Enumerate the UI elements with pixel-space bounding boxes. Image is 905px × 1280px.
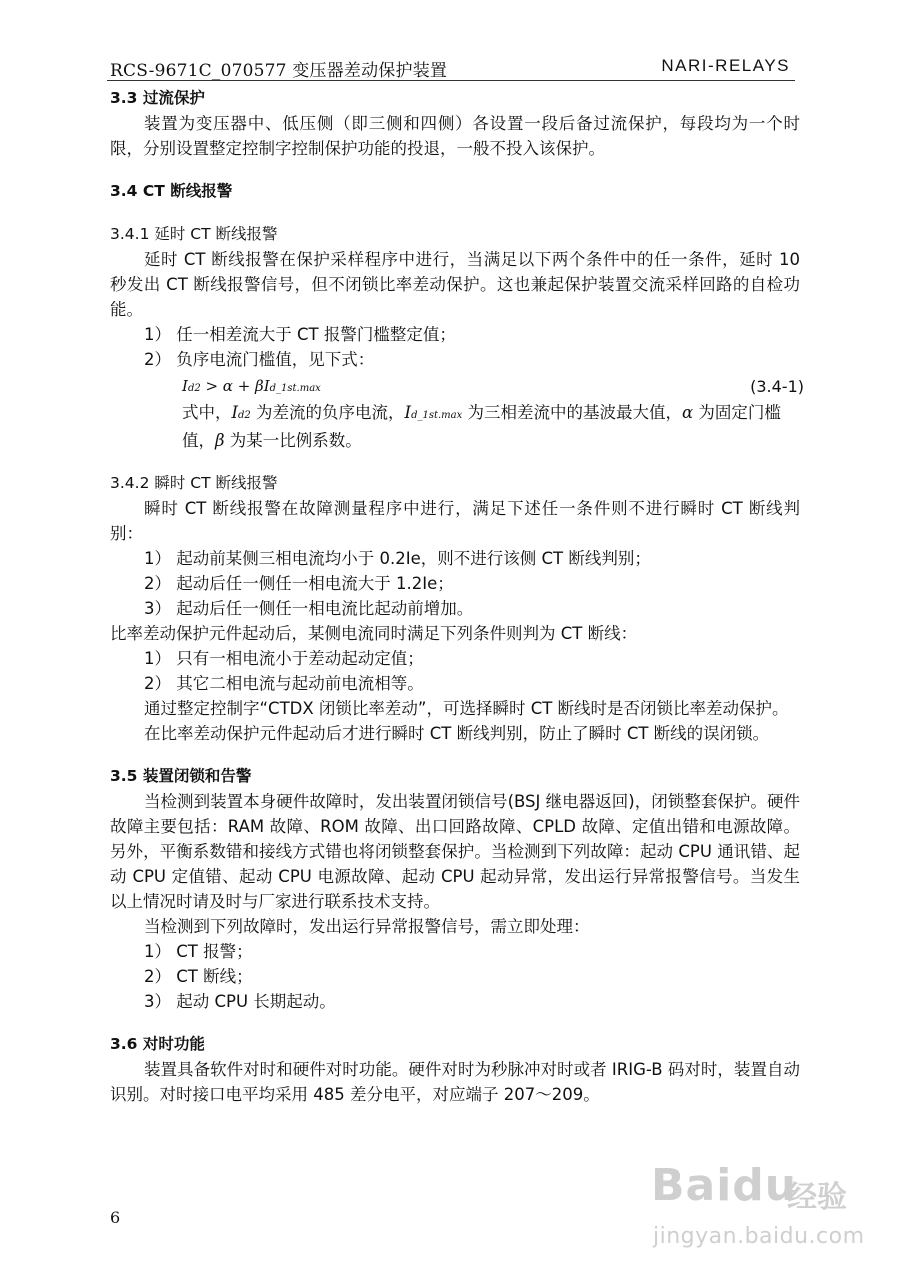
list-item: 2） 起动后任一侧任一相电流大于 1.2Ie； [144,574,454,593]
page-number: 6 [110,1208,121,1227]
list-item: 1） 任一相差流大于 CT 报警门槛整定值； [144,325,456,344]
section-3-4-2-paragraph: 比率差动保护元件起动后，某侧电流同时满足下列条件则判为 CT 断线： [110,624,638,643]
list-item: 3） 起动 CPU 长期起动。 [144,992,336,1011]
section-3-3-paragraph: 装置为变压器中、低压侧（即三侧和四侧）各设置一段后备过流保护，每段均为一个时限，分别设置整定控制字控制保护功能的投退，一般不投入该保护。 [110,114,800,158]
section-3-4-1-paragraph: 延时 CT 断线报警在保护采样程序中进行，当满足以下两个条件中的任一条件，延时 10 秒发出 CT 断线报警信号，但不闭锁比率差动保护。这也兼起保护装置交流采样回路的自检功能。 [110,250,800,319]
section-3-4-1-title: 3.4.1 延时 CT 断线报警 [110,225,278,243]
list-item: 2） 其它二相电流与起动前电流相等。 [144,674,424,693]
section-3-6-paragraph: 装置具备软件对时和硬件对时功能。硬件对时为秒脉冲对时或者 IRIG-B 码对时，装置自动识别。对时接口电平均采用 485 差分电平，对应端子 207～209。 [110,1060,800,1104]
section-3-3-title: 3.3 过流保护 [110,89,205,107]
section-3-4-2-paragraph: 在比率差动保护元件起动后才进行瞬时 CT 断线判别，防止了瞬时 CT 断线的误闭锁。 [144,724,770,743]
section-3-4-title: 3.4 CT 断线报警 [110,182,233,200]
section-3-6-title: 3.6 对时功能 [110,1035,205,1053]
list-item: 1） 只有一相电流小于差动起动定值； [144,649,424,668]
section-3-5-title: 3.5 装置闭锁和告警 [110,767,252,785]
list-item: 3） 起动后任一侧任一相电流比起动前增加。 [144,599,474,618]
section-3-5-paragraph: 当检测到下列故障时，发出运行异常报警信号，需立即处理： [144,917,590,936]
list-item: 1） CT 报警； [144,942,253,961]
section-3-4-2-paragraph: 通过整定控制字“CTDX 闭锁比率差动”，可选择瞬时 CT 断线时是否闭锁比率差动保护。 [144,699,789,718]
formula-3-4-1: Id2 > α + βId_1st.max (3.4-1) [182,374,800,398]
formula-number: (3.4-1) [750,377,804,396]
list-item: 1） 起动前某侧三相电流均小于 0.2Ie，则不进行该侧 CT 断线判别； [144,549,651,568]
section-3-4-2-title: 3.4.2 瞬时 CT 断线报警 [110,474,278,492]
watermark-cn-text: 经验 [787,1180,847,1215]
header-divider [107,80,795,81]
baidu-jingyan-watermark [637,1150,867,1260]
watermark-logo-text: Baidu [651,1160,798,1211]
list-item: 2） 负序电流门槛值，见下式： [144,350,375,369]
header-document-title: RCS-9671C_070577 变压器差动保护装置 [110,61,448,81]
section-3-5-paragraph: 当检测到装置本身硬件故障时，发出装置闭锁信号(BSJ 继电器返回)，闭锁整套保护。硬件故障主要包括：RAM 故障、ROM 故障、出口回路故障、CPLD 故障、定值出错和电源故障。另外，平衡系数错和接线方式错也将闭锁整套保护。当检测到下列故障：起动 CPU 通讯错、起动 CPU 定值错、起动 CPU 电源故障、起动 CPU 起动异常，发出运行异常报警信号。当发生以上情况时请及时与厂家进行联系技术支持。 [110,792,800,911]
watermark-url: jingyan.baidu.com [653,1224,865,1249]
header-brand: NARI-RELAYS [661,56,790,75]
document-body [110,86,804,1107]
formula-explanation: 式中，Id2 为差流的负序电流，Id_1st.max 为三相差流中的基波最大值，α 为固定门槛值，β 为某一比例系数。 [182,403,781,450]
section-3-4-2-paragraph: 瞬时 CT 断线报警在故障测量程序中进行，满足下述任一条件则不进行瞬时 CT 断线判别： [110,499,800,543]
list-item: 2） CT 断线； [144,967,253,986]
